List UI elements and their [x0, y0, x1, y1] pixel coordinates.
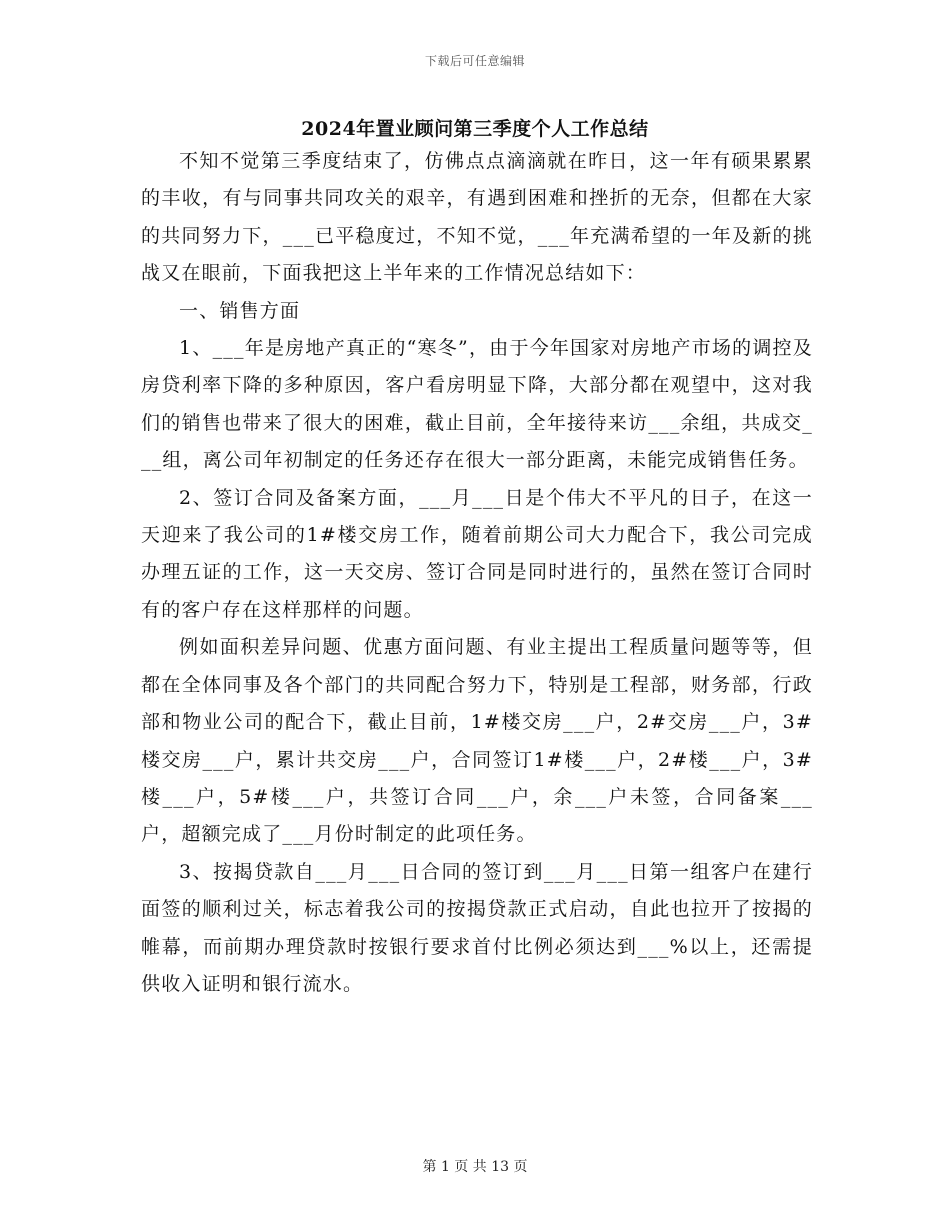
paragraph-contracts-2: 2、签订合同及备案方面，___月___日是个伟大不平凡的日子，在这一天迎来了我公司的1#楼交房工作，随着前期公司大力配合下，我公司完成办理五证的工作，这一天交房、签订合同是同时进行的，虽然在签订合同时有的客户存在这样那样的问题。	[141, 486, 813, 621]
page-number-footer: 第 1 页 共 13 页	[422, 1159, 528, 1175]
paragraph-sales-1: 1、___年是房地产真正的“寒冬”，由于今年国家对房地产市场的调控及房贷利率下降的多种原因，客户看房明显下降，大部分都在观望中，这对我们的销售也带来了很大的困难，截止目前，全年接待来访___余组，共成交___组，离公司年初制定的任务还存在很大一部分距离，未能完成销售任务。	[141, 337, 813, 472]
section-heading-sales: 一、销售方面	[179, 299, 301, 322]
page-header-note: 下载后可任意编辑	[424, 54, 525, 68]
document-title: 2024年置业顾问第三季度个人工作总结	[301, 118, 649, 140]
paragraph-mortgage-3: 3、按揭贷款自___月___日合同的签订到___月___日第一组客户在建行面签的顺利过关，标志着我公司的按揭贷款正式启动，自此也拉开了按揭的帷幕，而前期办理贷款时按银行要求首付比例必须达到___%以上，还需提供收入证明和银行流水。	[141, 860, 813, 995]
paragraph-contracts-detail: 例如面积差异问题、优惠方面问题、有业主提出工程质量问题等等，但都在全体同事及各个部门的共同配合努力下，特别是工程部，财务部，行政部和物业公司的配合下，截止目前，1#楼交房___户，2#交房___户，3#楼交房___户，累计共交房___户，合同签订1#楼___户，2#楼___户，3#楼___户，5#楼___户，共签订合同___户，余___户未签，合同备案___户，超额完成了___月份时制定的此项任务。	[141, 636, 813, 846]
paragraph-intro: 不知不觉第三季度结束了，仿佛点点滴滴就在昨日，这一年有硕果累累的丰收，有与同事共同攻关的艰辛，有遇到困难和挫折的无奈，但都在大家的共同努力下，___已平稳度过，不知不觉，___年充满希望的一年及新的挑战又在眼前，下面我把这上半年来的工作情况总结如下：	[141, 150, 813, 285]
document-body	[141, 143, 813, 1003]
